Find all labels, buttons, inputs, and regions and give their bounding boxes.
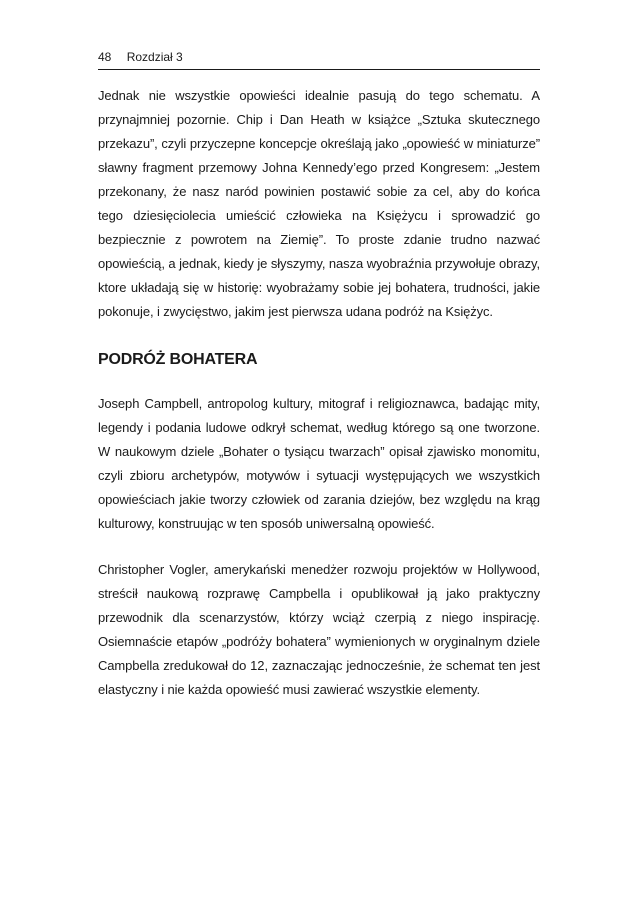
paragraph-vogler: Christopher Vogler, amerykański menedżer rozwoju projektów w Hollywood, streścił naukową rozprawę Campbella i opublikował ją jako praktyczny przewodnik dla scenarzystów, którzy wciąż czerpią z niego inspirację. Osiemnaście etapów „podróży bohatera” wymienionych w oryginalnym dziele Campbella zredukował do 12, zaznaczając jednocześnie, że schemat ten jest elastyczny i nie każda opowieść musi zawierać wszystkie elementy. [98,562,540,697]
page-number: 48 [98,50,112,64]
paragraph-campbell: Joseph Campbell, antropolog kultury, mitograf i religioznawca, badając mity, legendy i podania ludowe odkrył schemat, według którego są one tworzone. W naukowym dziele „Bohater o tysiącu twarzach” opisał zjawisko monomitu, czyli zbioru archetypów, motywów i sytuacji występujących we wszystkich opowieściach jakie tworzy człowiek od zarania dziejów, bez względu na krąg kulturowy, konstruując w ten sposób uniwersalną opowieść. [98,396,540,531]
paragraph-kennedy-quote: Jednak nie wszystkie opowieści idealnie pasują do tego schematu. A przynajmniej pozornie. Chip i Dan Heath w książce „Sztuka skutecznego przekazu”, czyli przyczepne koncepcje określają jako „opowieść w miniaturze” sławny fragment przemowy Johna Kennedy’ego przed Kongresem: „Jestem przekonany, że nasz naród powinien postawić sobie za cel, aby do końca tego dziesięciolecia umieścić człowieka na Księżycu i sprowadzić go bezpiecznie z powrotem na Ziemię”. To proste zdanie trudno nazwać opowieścią, a jednak, kiedy je słyszymy, nasza wyobraźnia przywołuje obrazy, ktore układają się w historię: wyobrażamy sobie jej bohatera, trudności, jakie pokonuje, i zwycięstwo, jakim jest pierwsza udana podróż na Księżyc. [98,88,540,319]
section-heading: PODRÓŻ BOHATERA [98,351,258,368]
chapter-label: Rozdział 3 [126,50,183,64]
running-header [98,50,540,70]
